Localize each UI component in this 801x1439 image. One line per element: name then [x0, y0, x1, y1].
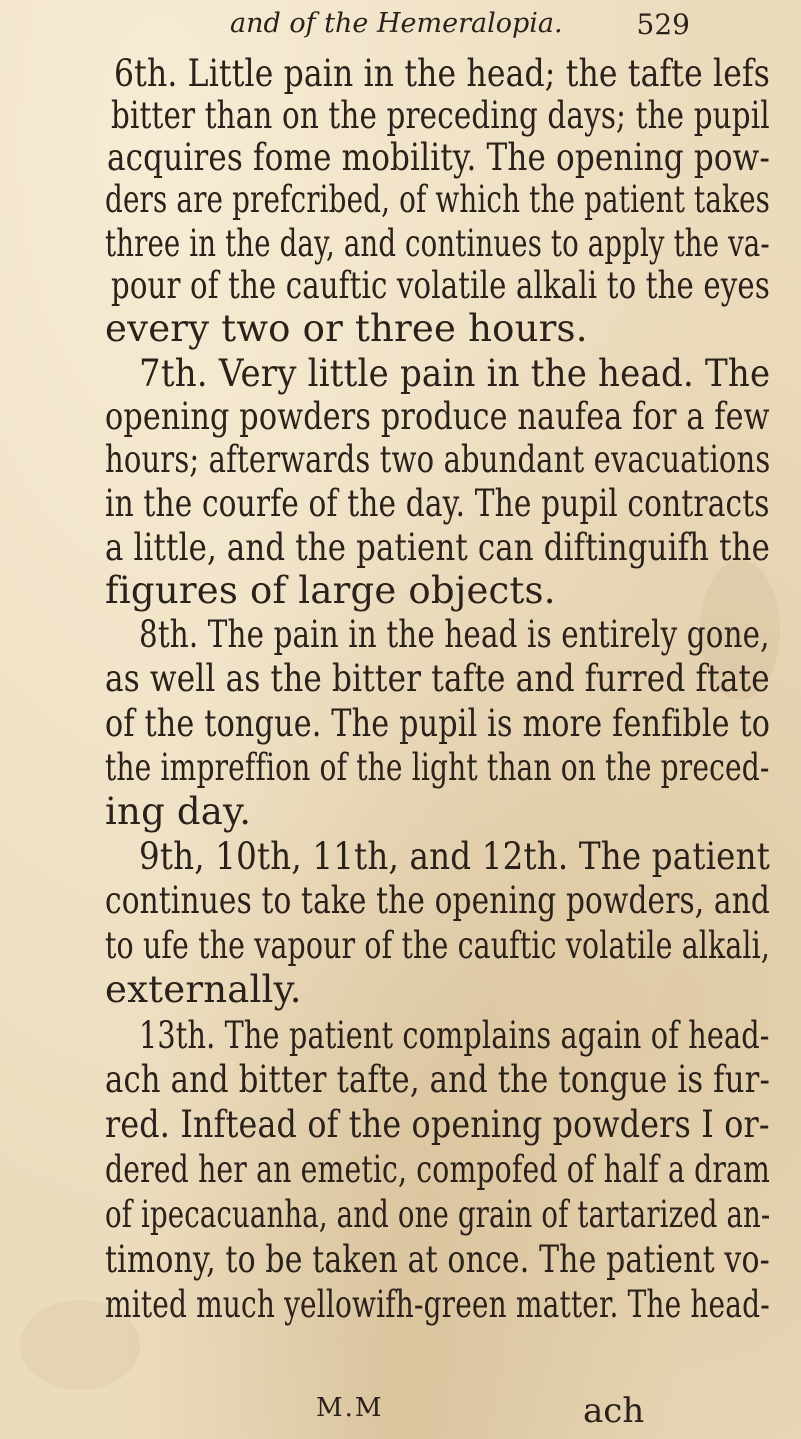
text-line: timony, to be taken at once. The patient vo- — [105, 1238, 770, 1281]
text-line: bitter than on the preceding days; the pupil — [111, 94, 770, 137]
text-line: ders are prefcribed, of which the patient takes — [105, 178, 771, 221]
text-line: ing day. — [105, 790, 252, 833]
text-line: mited much yellowifh-green matter. The head- — [105, 1283, 770, 1326]
text-line: a little, and the patient can diftinguifh the — [105, 526, 771, 569]
text-line: ach and bitter tafte, and the tongue is fur- — [105, 1058, 770, 1101]
page-number: 529 — [636, 8, 690, 41]
text-line: to ufe the vapour of the cauftic volatile alkali, — [105, 924, 771, 967]
text-line: opening powders produce naufea for a few — [105, 395, 770, 438]
text-line: dered her an emetic, compofed of half a dram — [105, 1148, 770, 1191]
text-line: 7th. Very little pain in the head. The — [139, 352, 771, 395]
text-line: continues to take the opening powders, and — [105, 879, 771, 922]
text-line: pour of the cauftic volatile alkali to the eyes — [111, 264, 770, 307]
text-line: 8th. The pain in the head is entirely gone, — [139, 613, 770, 656]
text-line: figures of large objects. — [105, 569, 556, 612]
text-line: acquires fome mobility. The opening pow- — [107, 136, 771, 179]
text-line: in the courfe of the day. The pupil contracts — [105, 482, 770, 525]
running-head — [230, 4, 690, 48]
text-line: as well as the bitter tafte and furred ftate — [105, 657, 770, 700]
text-line: hours; afterwards two abundant evacuations — [105, 438, 771, 481]
signature-mark: M.M — [316, 1393, 384, 1423]
text-line: red. Inftead of the opening powders I or- — [105, 1103, 770, 1146]
text-line: of ipecacuanha, and one grain of tartarized an- — [105, 1193, 771, 1236]
catchword: ach — [583, 1391, 645, 1431]
running-title: and of the Hemeralopia. — [230, 8, 563, 39]
text-line: the impreffion of the light than on the preced- — [105, 746, 770, 789]
text-line: of the tongue. The pupil is more fenfible to — [105, 702, 771, 745]
text-line: every two or three hours. — [105, 307, 588, 350]
text-line: externally. — [105, 968, 302, 1011]
page-footer — [0, 1385, 801, 1433]
text-line: 6th. Little pain in the head; the tafte lefs — [114, 52, 771, 95]
text-line: 13th. The patient complains again of head- — [139, 1014, 770, 1057]
text-line: three in the day, and continues to apply the va- — [105, 222, 770, 265]
text-line: 9th, 10th, 11th, and 12th. The patient — [139, 835, 770, 878]
